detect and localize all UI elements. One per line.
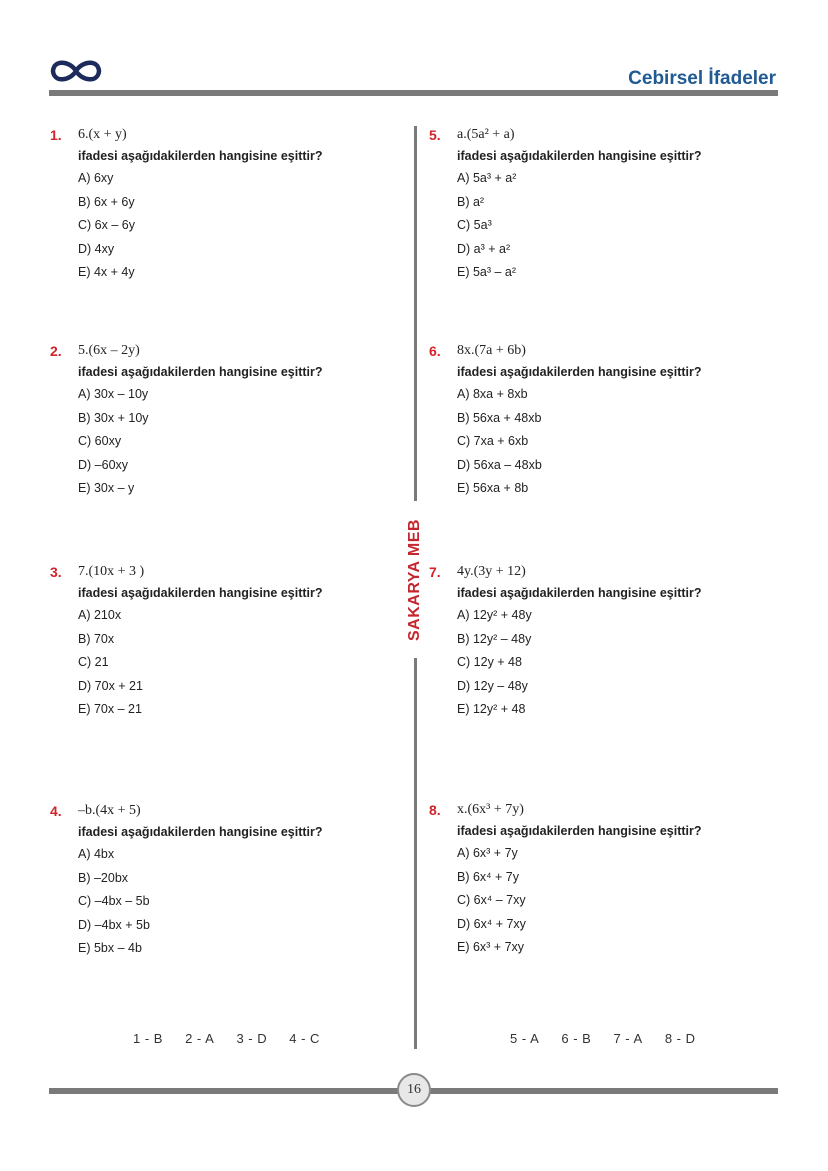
answer-option[interactable]: A) 210x: [78, 608, 122, 622]
answer-option[interactable]: C) 6x⁴ – 7xy: [457, 893, 526, 907]
answer-option[interactable]: D) 56xa – 48xb: [457, 457, 542, 472]
answer-option[interactable]: E) 4x + 4y: [78, 265, 135, 279]
question-8: [429, 802, 769, 964]
answer-option[interactable]: E) 12y² + 48: [457, 702, 526, 716]
answer-option[interactable]: D) 4xy: [78, 241, 115, 256]
question-expression: –b.(4x + 5): [78, 803, 141, 818]
answer-option[interactable]: D) 6x⁴ + 7xy: [457, 916, 526, 931]
answer-option[interactable]: B) 56xa + 48xb: [457, 410, 542, 425]
answer-key-item: 7 - A: [613, 1031, 643, 1046]
answer-option[interactable]: B) 30x + 10y: [78, 410, 149, 425]
answer-option[interactable]: A) 5a³ + a²: [457, 171, 517, 185]
answer-option[interactable]: C) 6x – 6y: [78, 218, 135, 232]
answer-option[interactable]: C) 12y + 48: [457, 655, 522, 669]
answer-option[interactable]: C) –4bx – 5b: [78, 894, 150, 908]
question-number: 1.: [50, 127, 62, 143]
answer-key-item: 4 - C: [289, 1031, 320, 1046]
question-2: [50, 343, 390, 505]
answer-key-item: 1 - B: [133, 1031, 163, 1046]
watermark: SAKARYA MEB: [406, 519, 423, 641]
question-number: 2.: [50, 343, 62, 359]
page-number: 16: [397, 1073, 431, 1107]
infinity-icon: [48, 56, 104, 86]
question-stem: ifadesi aşağıdakilerden hangisine eşittir?: [457, 586, 702, 600]
answer-option[interactable]: D) 70x + 21: [78, 678, 143, 693]
question-expression: 4y.(3y + 12): [457, 564, 526, 579]
answer-key-item: 2 - A: [185, 1031, 214, 1046]
question-expression: 7.(10x + 3 ): [78, 564, 145, 579]
question-number: 3.: [50, 564, 62, 580]
question-stem: ifadesi aşağıdakilerden hangisine eşittir?: [457, 365, 702, 379]
question-stem: ifadesi aşağıdakilerden hangisine eşittir?: [78, 586, 323, 600]
answer-option[interactable]: E) 5bx – 4b: [78, 941, 142, 955]
answer-option[interactable]: E) 6x³ + 7xy: [457, 940, 525, 954]
question-stem: ifadesi aşağıdakilerden hangisine eşittir?: [457, 149, 702, 163]
answer-option[interactable]: A) 6x³ + 7y: [457, 846, 518, 860]
answer-option[interactable]: D) –4bx + 5b: [78, 917, 150, 932]
answer-option[interactable]: B) 6x + 6y: [78, 194, 135, 209]
question-number: 6.: [429, 343, 441, 359]
question-6: [429, 343, 769, 505]
question-expression: 8x.(7a + 6b): [457, 343, 526, 358]
answer-option[interactable]: E) 70x – 21: [78, 702, 142, 716]
chapter-title: Cebirsel İfadeler: [628, 68, 776, 89]
answer-option[interactable]: A) 6xy: [78, 171, 114, 185]
header-rule: [49, 90, 778, 96]
answer-option[interactable]: C) 7xa + 6xb: [457, 434, 529, 448]
column-divider-top: [414, 126, 417, 501]
answer-option[interactable]: E) 56xa + 8b: [457, 481, 529, 495]
question-expression: 6.(x + y): [78, 127, 127, 142]
answer-option[interactable]: A) 30x – 10y: [78, 387, 149, 401]
question-expression: 5.(6x – 2y): [78, 343, 140, 358]
answer-option[interactable]: C) 5a³: [457, 218, 492, 232]
column-divider-bottom: [414, 658, 417, 1049]
question-4: [50, 803, 390, 965]
answer-option[interactable]: C) 60xy: [78, 434, 122, 448]
answer-option[interactable]: A) 8xa + 8xb: [457, 387, 528, 401]
question-1: [50, 127, 390, 289]
answer-key-item: 8 - D: [664, 1031, 696, 1046]
answer-option[interactable]: B) –20bx: [78, 870, 129, 885]
answer-option[interactable]: A) 12y² + 48y: [457, 608, 532, 622]
answer-option[interactable]: E) 30x – y: [78, 481, 135, 495]
answer-option[interactable]: B) 12y² – 48y: [457, 631, 532, 646]
question-stem: ifadesi aşağıdakilerden hangisine eşittir?: [457, 824, 702, 838]
question-stem: ifadesi aşağıdakilerden hangisine eşittir?: [78, 149, 323, 163]
answer-key-left: [133, 1031, 337, 1046]
question-expression: a.(5a² + a): [457, 127, 515, 142]
answer-key-item: 6 - B: [561, 1031, 591, 1046]
question-number: 8.: [429, 802, 441, 818]
question-5: [429, 127, 769, 289]
answer-option[interactable]: D) 12y – 48y: [457, 678, 528, 693]
answer-option[interactable]: B) a²: [457, 194, 485, 209]
answer-key-item: 3 - D: [236, 1031, 267, 1046]
question-number: 5.: [429, 127, 441, 143]
question-expression: x.(6x³ + 7y): [457, 802, 524, 817]
answer-option[interactable]: D) a³ + a²: [457, 241, 511, 256]
answer-option[interactable]: B) 70x: [78, 631, 115, 646]
answer-key-item: 5 - A: [510, 1031, 539, 1046]
question-3: [50, 564, 390, 726]
answer-key-right: [510, 1031, 713, 1046]
answer-option[interactable]: B) 6x⁴ + 7y: [457, 869, 519, 884]
question-stem: ifadesi aşağıdakilerden hangisine eşittir?: [78, 825, 323, 839]
answer-option[interactable]: A) 4bx: [78, 847, 115, 861]
question-number: 4.: [50, 803, 62, 819]
answer-option[interactable]: D) –60xy: [78, 457, 129, 472]
answer-option[interactable]: C) 21: [78, 655, 109, 669]
question-number: 7.: [429, 564, 441, 580]
question-stem: ifadesi aşağıdakilerden hangisine eşittir?: [78, 365, 323, 379]
question-7: [429, 564, 769, 726]
answer-option[interactable]: E) 5a³ – a²: [457, 265, 517, 279]
